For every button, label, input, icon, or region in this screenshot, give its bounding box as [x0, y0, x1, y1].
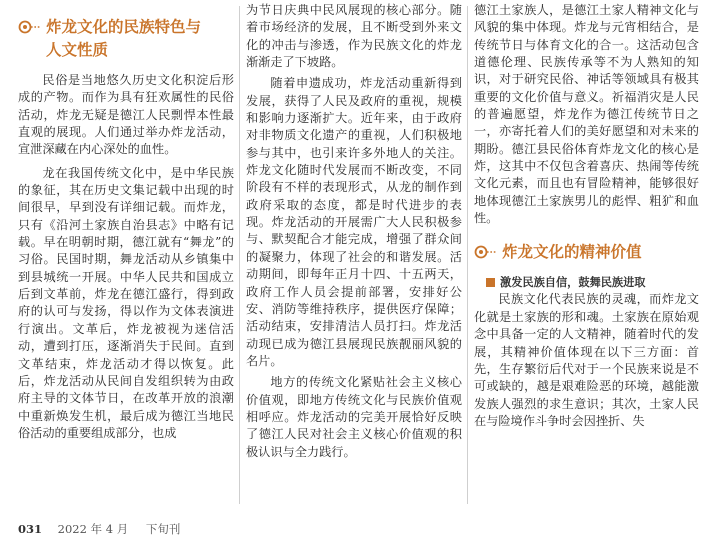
column-divider — [467, 6, 468, 504]
paragraph: 德江土家族人，是德江土家人精神文化与风貌的集中体现。炸龙与元宵相结合，是传统节日与体育文化的合一。这活动包含道德伦理、民族传承等不为人熟知的知识，对于研究民俗、神话等领域具有极其重要的文化价值与意义。祈福消灾是人民的普遍愿望，炸龙作为德江传统节日之一，亦寄托着人们的美好愿望和对未来的期盼。德江县民俗体育炸龙文化的核心是炸，这其中不仅包含着喜庆、热闹等传统文化元素，而且也有冒险精神，能够很好地体现德江土家族男儿的彪悍、粗犷和血性。 — [474, 3, 699, 226]
column-3 — [474, 2, 699, 430]
circle-dot-icon — [474, 245, 498, 259]
issue-date: 2022 年 4 月 — [57, 522, 129, 536]
square-bullet-icon — [486, 278, 495, 287]
paragraph: 为节日庆典中民风展现的核心部分。随着市场经济的发展，且不断受到外来文化的冲击与渗透，作为民族文化的炸龙渐渐走了下坡路。 — [246, 3, 462, 70]
section-title: 炸龙文化的精神价值 — [502, 243, 642, 262]
section-title-line2: 人文性质 — [46, 41, 109, 59]
subsection-title: 激发民族自信，鼓舞民族进取 — [500, 275, 646, 290]
page-footer — [18, 521, 180, 537]
section-title-line1: 炸龙文化的民族特色与 — [46, 18, 202, 36]
paragraph: 地方的传统文化紧贴社会主义核心价值观，即地方传统文化与民族价值观相呼应。炸龙活动的完美开展恰好反映了德江人民对社会主义核心价值观的积极认识与全力践行。 — [246, 375, 462, 459]
section-heading — [18, 16, 234, 62]
column-2 — [246, 2, 462, 461]
circle-dot-icon — [18, 20, 42, 34]
issue-label: 下旬刊 — [145, 522, 181, 536]
column-1 — [18, 0, 234, 442]
page-number: 031 — [18, 522, 43, 536]
subsection-heading — [474, 274, 699, 291]
paragraph: 龙在我国传统文化中，是中华民族的象征，其在历史文集记载中出现的时间很早，早到没有详细记载。而炸龙，只有《沿河土家族自治县志》中略有记载。早在明朝时期，德江就有“舞龙”的习俗。民国时期，舞龙活动从乡镇集中到县城统一开展。中华人民共和国成立后到文革前，炸龙在德江盛行，得到政府的认可与发扬，得以作为文体表演进行演出。文革后，炸龙被视为迷信活动，遭到打压，逐渐消失于民间。直到文革结束，炸龙活动才得以恢复。此后，炸龙活动从民间自发组织转为由政府主导的文体节日，在改革开放的浪潮中重新焕发生机，最后成为德江当地民俗活动的重要组成部分，也成 — [18, 165, 234, 440]
paragraph: 随着申遗成功，炸龙活动重新得到发展，获得了人民及政府的重视，规模和影响力逐渐扩大。近年来，由于政府对非物质文化遗产的重视，人们积极地参与其中，也引来许多外地人的关注。炸龙文化随时代发展而不断改变，不同阶段有不样的表现形式，从龙的制作到政府采取的态度，都是时代进步的表现。炸龙活动的开展需广大人民积极参与、默契配合才能完成，增强了群众间的凝聚力，体现了社会的和谐发展。活动期间，即每年正月十四、十五两天，政府工作人员会提前部署，安排好公安、消防等维持秩序，提供医疗保障；活动结束，安排清洁人员打扫。炸龙活动现已成为德江县展现民族靓丽风貌的名片。 — [246, 76, 462, 368]
column-divider — [239, 6, 240, 504]
section-heading — [474, 241, 699, 264]
paragraph: 民俗是当地悠久历史文化积淀后形成的产物。而作为具有狂欢属性的民俗活动，炸龙无疑是德江人民剽悍本性最直观的展现。人们通过举办炸龙活动，宣泄深藏在内心深处的血性。 — [18, 73, 234, 157]
paragraph: 民族文化代表民族的灵魂，而炸龙文化就是土家族的形和魂。土家族在原始观念中具备一定的人文精神，随着时代的发展，其精神价值体现在以下三方面：首先，生存繁衍后代对于一个民族来说是不可或缺的，越是艰难险恶的环境，越能激发族人强烈的求生意识；其次，土家人民在与险境作斗争时会因挫折、失 — [474, 292, 699, 428]
